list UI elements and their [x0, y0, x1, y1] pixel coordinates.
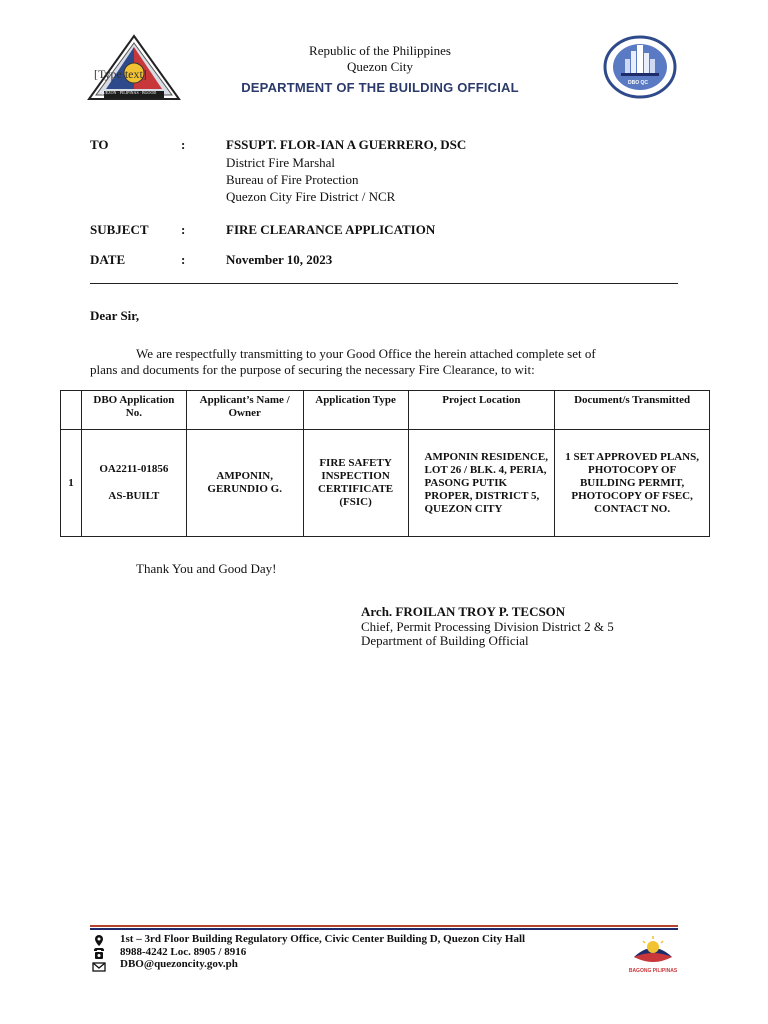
- type-text-placeholder: [Type text]: [94, 67, 147, 81]
- to-bureau: Bureau of Fire Protection: [226, 172, 359, 187]
- subject-value: FIRE CLEARANCE APPLICATION: [226, 222, 436, 237]
- header-docs: Document/s Transmitted: [555, 391, 710, 430]
- dbo-seal: [603, 35, 677, 99]
- signatory-office: Department of Building Official: [361, 633, 529, 648]
- row-type: FIRE SAFETY INSPECTION CERTIFICATE (FSIC): [303, 430, 408, 537]
- department-title: DEPARTMENT OF THE BUILDING OFFICIAL: [241, 80, 519, 95]
- header-location: Project Location: [408, 391, 555, 430]
- to-position: District Fire Marshal: [226, 155, 336, 170]
- location-pin-icon: [92, 934, 106, 946]
- footer-phone: 8988-4242 Loc. 8905 / 8916: [120, 946, 247, 958]
- table-row: [61, 430, 710, 537]
- row-number: 1: [61, 430, 82, 537]
- signatory-name: Arch. FROILAN TROY P. TECSON: [361, 604, 566, 619]
- transmittal-table: [60, 390, 710, 537]
- phone-icon: [92, 947, 106, 959]
- header-republic: Republic of the Philippines: [309, 43, 451, 58]
- dbo-seal-label: DBO QC: [628, 80, 648, 86]
- body-line-1: We are respectfully transmitting to your Good Office the herein attached complete set of: [136, 346, 596, 361]
- header-type: Application Type: [303, 391, 408, 430]
- row-app-no-cell: [81, 430, 186, 537]
- bagong-pilipinas-text: BAGONG PILIPINAS: [628, 968, 678, 974]
- row-owner: AMPONIN, GERUNDIO G.: [186, 430, 303, 537]
- date-value: November 10, 2023: [226, 252, 333, 267]
- salutation: Dear Sir,: [90, 308, 140, 323]
- row-app-no: OA2211-01856: [99, 463, 169, 475]
- to-colon: :: [181, 137, 186, 152]
- header-app-no: DBO Application No.: [81, 391, 186, 430]
- header-number: [61, 391, 82, 430]
- closing: Thank You and Good Day!: [136, 561, 277, 576]
- subject-colon: :: [181, 222, 186, 237]
- header-city: Quezon City: [346, 59, 414, 74]
- row-app-tag: AS-BUILT: [108, 490, 160, 502]
- footer-email: DBO@quezoncity.gov.ph: [120, 958, 238, 970]
- footer-address: 1st – 3rd Floor Building Regulatory Office, Civic Center Building D, Quezon City Hall: [120, 933, 526, 945]
- email-icon: [92, 960, 106, 972]
- body-line-2: plans and documents for the purpose of securing the necessary Fire Clearance, to wit:: [90, 362, 535, 377]
- to-label: TO: [90, 137, 109, 152]
- header-divider: [90, 283, 678, 284]
- row-location: AMPONIN RESIDENCE, LOT 26 / BLK. 4, PERIA, PASONG PUTIK PROPER, DISTRICT 5, QUEZON CITY: [408, 430, 555, 537]
- date-colon: :: [181, 252, 186, 267]
- header-owner: Applicant’s Name / Owner: [186, 391, 303, 430]
- footer-rule-blue: [90, 928, 678, 930]
- table-header-row: [61, 391, 710, 430]
- date-label: DATE: [90, 252, 126, 267]
- signatory-title: Chief, Permit Processing Division District 2 & 5: [361, 619, 614, 634]
- subject-label: SUBJECT: [90, 222, 149, 237]
- seal-lettering: QUEZON · PILIPINAS · BGOOD: [100, 90, 157, 95]
- row-docs: 1 SET APPROVED PLANS, PHOTOCOPY OF BUILDING PERMIT, PHOTOCOPY OF FSEC, CONTACT NO.: [555, 430, 710, 537]
- to-district: Quezon City Fire District / NCR: [226, 189, 396, 204]
- to-name: FSSUPT. FLOR-IAN A GUERRERO, DSC: [226, 137, 467, 152]
- footer-rule-red: [90, 925, 678, 927]
